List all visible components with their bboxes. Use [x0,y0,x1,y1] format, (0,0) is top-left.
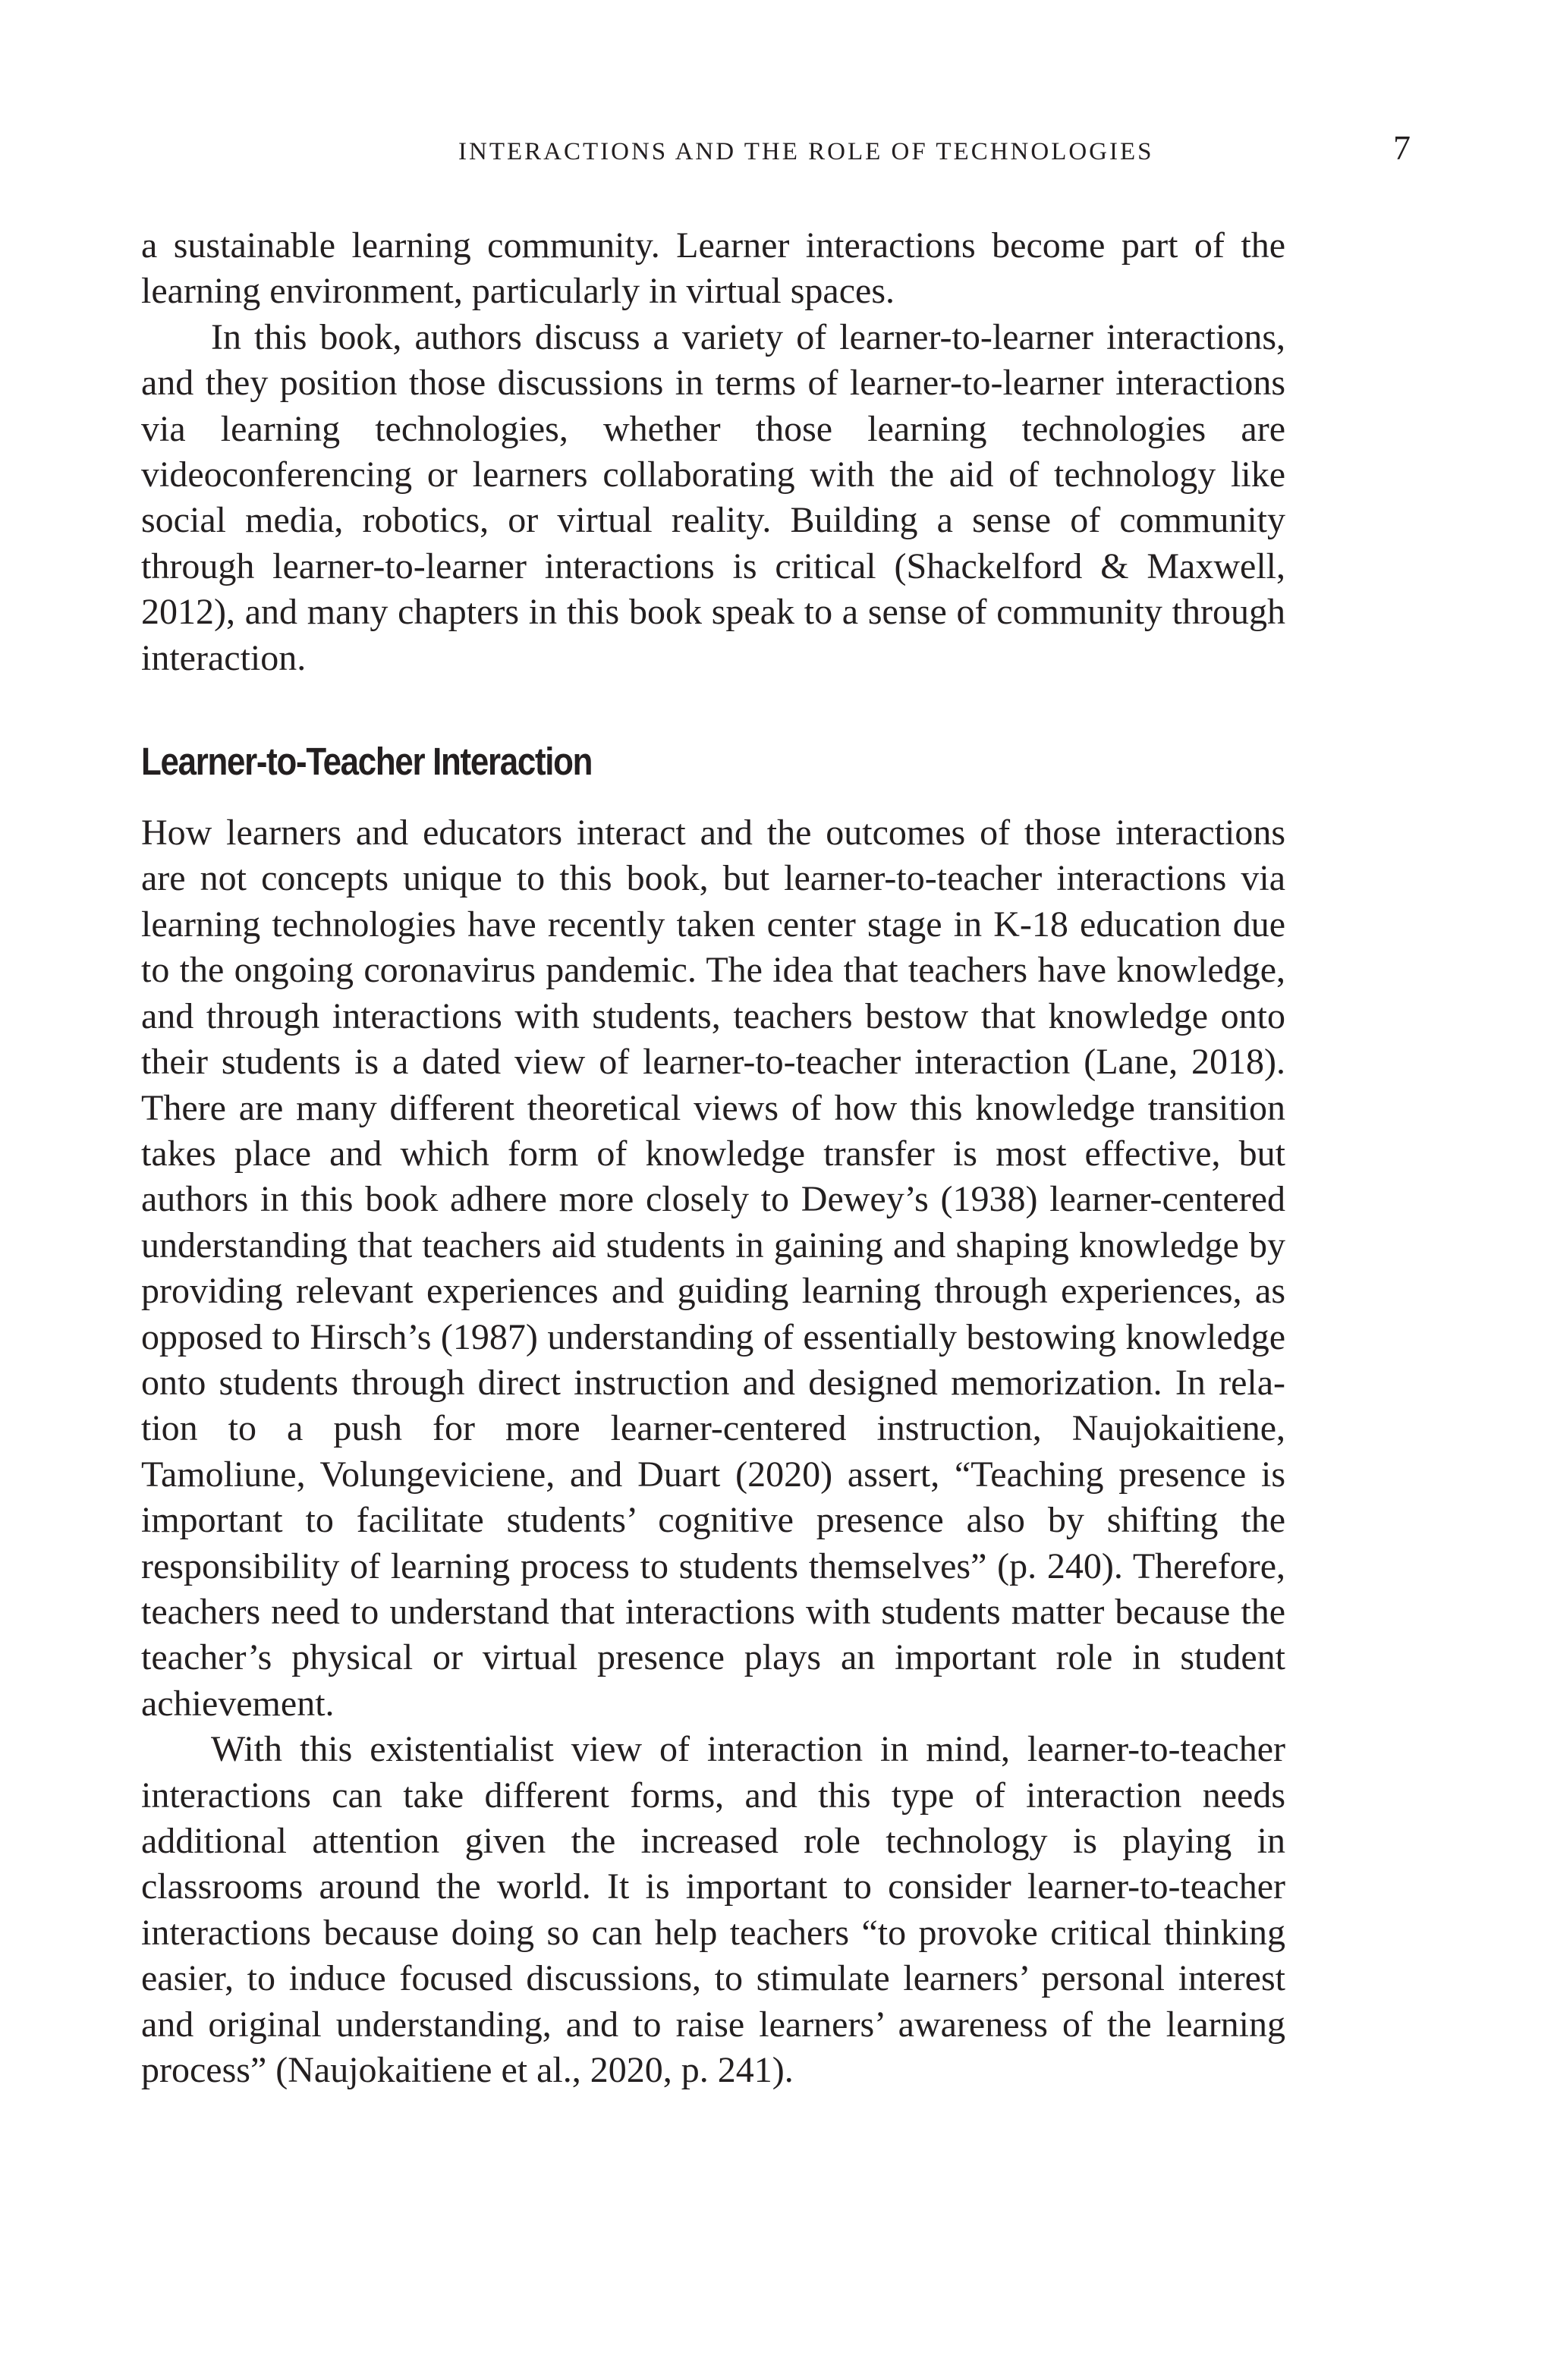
running-head: INTERACTIONS AND THE ROLE OF TECHNOLOGIES [458,138,1154,165]
paragraph-existentialist-view: With this existentialist view of interaction in mind, learner-to-teacher interactions can take different forms, and this type of interaction needs additional attention given the increased role technology is playing in classrooms around the world. It is important to consider learner-to-teacher interactions because doing so can help teachers “to provoke critical thinking easier, to induce focused discussions, to stimulate learners’ personal interest and original understanding, and to raise learners’ awareness of the learning process” (Naujokaitiene et al., 2020, p. 241). [141,1729,1285,2091]
section-heading: Learner-to-Teacher Interaction [141,740,593,784]
paragraph-learner-to-teacher-intro: How learners and educators interact and the outcomes of those interactions are not concepts unique to this book, but learner-to-teacher interactions via learning technologies have recently taken center stage in K-18 education due to the ongoing coronavirus pandemic. The idea that teachers have knowledge, and through interactions with students, teachers bestow that knowledge onto their students is a dated view of learner-to-teacher interaction (Lane, 2018). There are many different theoretical views of how this knowledge transition takes place and which form of knowledge transfer is most effective, but authors in this book adhere more closely to Dewey’s (1938) learner-centered understanding that teachers aid students in gaining and shaping knowledge by providing relevant experiences and guiding learning through experiences, as opposed to Hirsch’s (1987) understanding of essentially bestowing knowledge onto students through direct instruction and designed memorization. In relation to a push for more learner-centered instruction, Naujokaitiene, Tamoliune, Volungeviciene, and Duart (2020) assert, “Teaching presence is important to facilitate students’ cognitive presence also by shifting the responsibility of learning process to students themselves” (p. 240). Therefore, teachers need to understand that interactions with students matter because the teacher’s physical or virtual presence plays an important role in student achievement. [141,813,1285,1724]
text-column [141,223,1285,2093]
paragraph-learner-to-learner: In this book, authors discuss a variety of learner-to-learner interactions, and they position those discussions in terms of learner-to-learner interactions via learning technologies, whether those learning technologies are videoconferencing or learners collaborating with the aid of technology like social media, robotics, or virtual reality. Building a sense of community through learner-to-learner interactions is critical (Shackelford & Maxwell, 2012), and many chapters in this book speak to a sense of community through interaction. [141,316,1285,678]
paragraph-continuation: a sustainable learning community. Learner interactions become part of the learning environment, particularly in virtual spaces. [141,225,1285,312]
page-number: 7 [1393,128,1411,167]
